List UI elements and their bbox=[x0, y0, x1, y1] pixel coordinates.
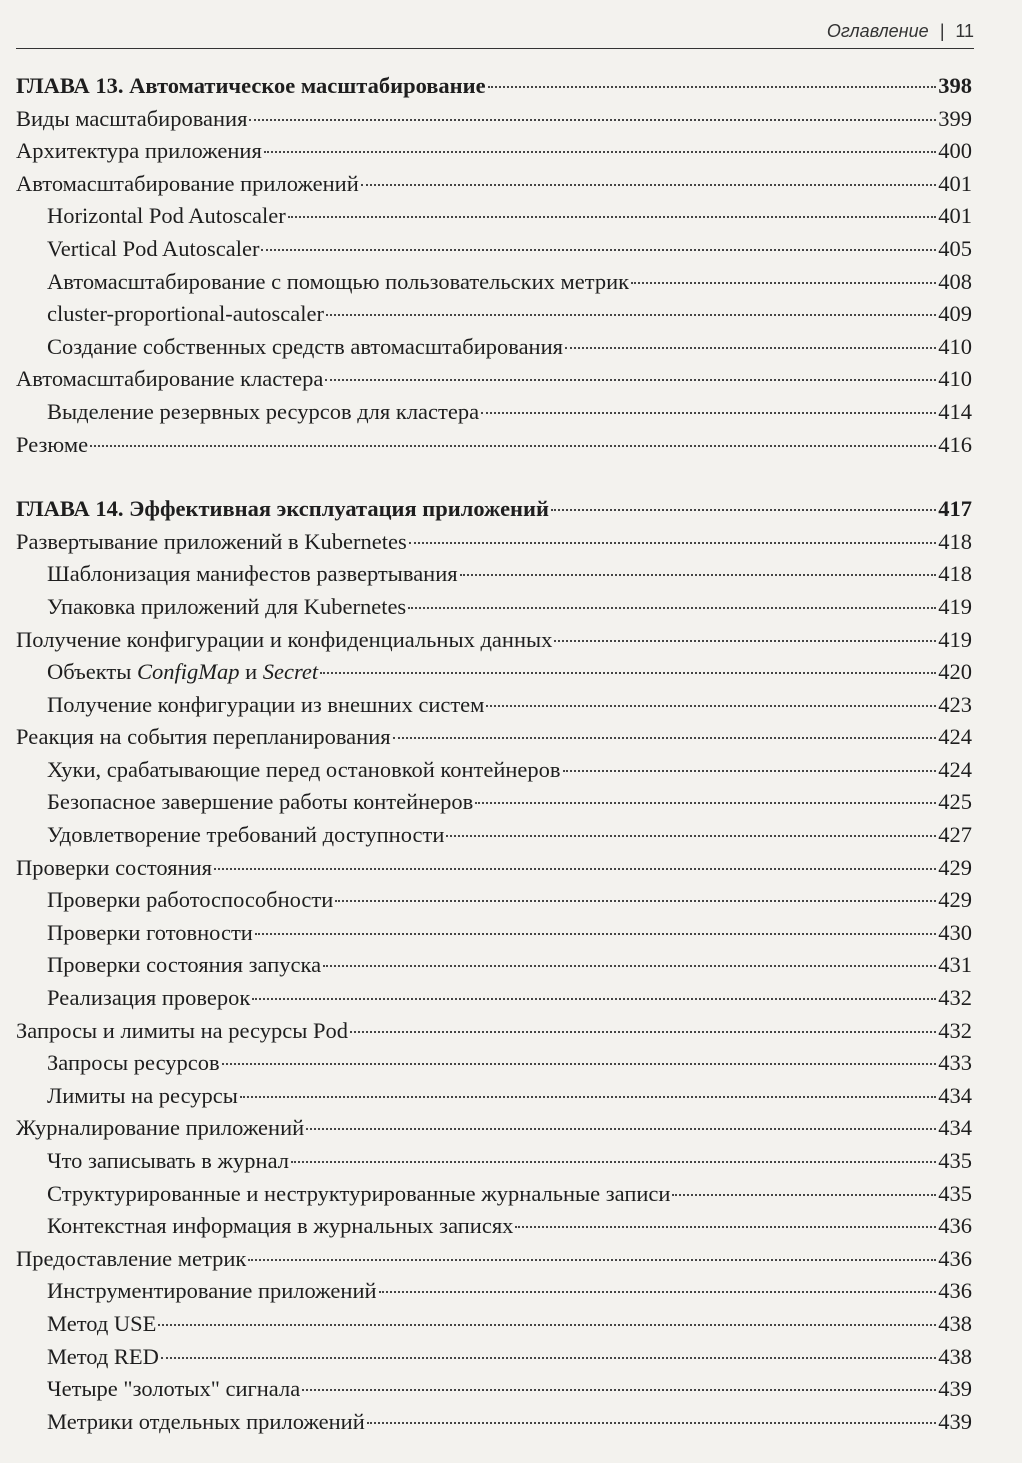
toc-subentry[interactable] bbox=[16, 1080, 972, 1113]
toc-entry-label: Резюме bbox=[16, 431, 89, 457]
toc-entry[interactable] bbox=[16, 103, 972, 136]
toc-subentry[interactable] bbox=[16, 917, 972, 950]
toc-entry-page: 430 bbox=[938, 919, 972, 945]
toc-entry-label: Создание собственных средств автомасштабирования bbox=[47, 333, 563, 359]
dot-leader bbox=[367, 1422, 937, 1424]
toc-entry-label: Хуки, срабатывающие перед остановкой контейнеров bbox=[47, 756, 561, 782]
toc-entry-label: Реализация проверок bbox=[47, 985, 251, 1011]
toc-entry[interactable] bbox=[16, 852, 972, 885]
dot-leader bbox=[554, 640, 936, 642]
dot-leader bbox=[90, 445, 936, 447]
toc-entry-page: 439 bbox=[938, 1408, 972, 1434]
toc-entry-page: 424 bbox=[938, 756, 972, 782]
toc-entry-label: Метрики отдельных приложений bbox=[47, 1408, 365, 1434]
toc-entry-page: 434 bbox=[938, 1082, 972, 1108]
dot-leader bbox=[481, 412, 936, 414]
toc-entry-page: 418 bbox=[938, 528, 972, 554]
dot-leader bbox=[326, 314, 936, 316]
toc-entry-label: ГЛАВА 13. Автоматическое масштабирование bbox=[16, 73, 486, 98]
toc-entry-label: Удовлетворение требований доступности bbox=[47, 822, 445, 848]
toc-entry-label bbox=[47, 656, 318, 689]
dot-leader bbox=[672, 1194, 936, 1196]
dot-leader bbox=[488, 86, 937, 88]
toc-entry-page: 400 bbox=[938, 138, 972, 164]
toc-subentry[interactable] bbox=[16, 1275, 972, 1308]
toc-entry-page: 409 bbox=[938, 301, 972, 327]
toc-subentry[interactable] bbox=[16, 1341, 972, 1374]
dot-leader bbox=[446, 835, 936, 837]
toc-entry-page: 410 bbox=[938, 366, 972, 392]
dot-leader bbox=[302, 1389, 936, 1391]
toc-chapter-14[interactable] bbox=[16, 493, 972, 526]
toc-entry-label: Выделение резервных ресурсов для кластера bbox=[47, 398, 480, 424]
toc-entry-page: 419 bbox=[938, 593, 972, 619]
toc-subentry[interactable] bbox=[16, 558, 972, 591]
dot-leader bbox=[408, 607, 936, 609]
toc-entry-page: 401 bbox=[938, 203, 972, 229]
toc-entry-label: Упаковка приложений для Kubernetes bbox=[47, 593, 407, 619]
dot-leader bbox=[288, 216, 937, 218]
toc-entry-page: 438 bbox=[938, 1343, 972, 1369]
dot-leader bbox=[460, 574, 937, 576]
toc-entry-page: 399 bbox=[938, 105, 972, 131]
toc-subentry[interactable] bbox=[16, 689, 972, 722]
toc-entry[interactable] bbox=[16, 1243, 972, 1276]
toc-entry-page: 432 bbox=[938, 985, 972, 1011]
toc-subentry[interactable] bbox=[16, 396, 972, 429]
toc-subentry[interactable] bbox=[16, 591, 972, 624]
toc-entry[interactable] bbox=[16, 168, 972, 201]
toc-entry-label: cluster-proportional-autoscaler bbox=[47, 301, 324, 327]
toc-entry-label: Horizontal Pod Autoscaler bbox=[47, 203, 286, 229]
toc-entry-label: Четыре "золотых" сигнала bbox=[47, 1376, 301, 1402]
toc-entry-label: Структурированные и неструктурированные журнальные записи bbox=[47, 1180, 671, 1206]
toc-entry-page: 417 bbox=[938, 496, 972, 522]
toc-entry-label: ГЛАВА 14. Эффективная эксплуатация приложений bbox=[16, 496, 549, 522]
dot-leader bbox=[393, 737, 937, 739]
dot-leader bbox=[475, 802, 936, 804]
label-term-configmap: ConfigMap bbox=[136, 659, 240, 685]
toc-entry-label: Безопасное завершение работы контейнеров bbox=[47, 789, 474, 815]
toc-entry[interactable] bbox=[16, 526, 972, 559]
toc-entry-label: Контекстная информация в журнальных записях bbox=[47, 1213, 514, 1239]
toc-entry-label: Инструментирование приложений bbox=[47, 1278, 377, 1304]
toc-entry-page: 416 bbox=[938, 431, 972, 457]
toc-subentry[interactable] bbox=[16, 949, 972, 982]
toc-subentry[interactable] bbox=[16, 1308, 972, 1341]
toc-entry-label: Проверки работоспособности bbox=[47, 887, 334, 913]
toc-entry-label: Метод RED bbox=[47, 1343, 159, 1369]
toc-entry-page: 424 bbox=[938, 724, 972, 750]
dot-leader bbox=[214, 868, 936, 870]
toc-entry-page: 420 bbox=[938, 659, 972, 685]
toc-entry-page: 436 bbox=[938, 1245, 972, 1271]
toc-subentry[interactable] bbox=[16, 200, 972, 233]
dot-leader bbox=[240, 1096, 936, 1098]
dot-leader bbox=[320, 672, 936, 674]
toc-entry-label: Получение конфигурации и конфиденциальных данных bbox=[16, 626, 553, 652]
toc-entry-label: Архитектура приложения bbox=[16, 138, 262, 164]
toc-entry-page: 429 bbox=[938, 887, 972, 913]
toc-entry-label: Получение конфигурации из внешних систем bbox=[47, 691, 485, 717]
toc-entry[interactable] bbox=[16, 363, 972, 396]
toc-entry[interactable] bbox=[16, 135, 972, 168]
toc-entry-page: 429 bbox=[938, 854, 972, 880]
dot-leader bbox=[515, 1226, 936, 1228]
dot-leader bbox=[409, 542, 937, 544]
header-separator: | bbox=[939, 21, 945, 41]
toc-entry-label: Виды масштабирования bbox=[16, 105, 248, 131]
toc-entry-page: 423 bbox=[938, 691, 972, 717]
toc-subentry[interactable] bbox=[16, 754, 972, 787]
dot-leader bbox=[361, 184, 936, 186]
dot-leader bbox=[255, 933, 936, 935]
dot-leader bbox=[551, 509, 936, 511]
toc-subentry[interactable] bbox=[16, 819, 972, 852]
toc-entry-page: 427 bbox=[938, 822, 972, 848]
toc-entry-label: Проверки состояния запуска bbox=[47, 952, 322, 978]
toc-entry[interactable] bbox=[16, 1015, 972, 1048]
dot-leader bbox=[306, 1128, 936, 1130]
toc-entry-page: 432 bbox=[938, 1017, 972, 1043]
toc-entry-page: 431 bbox=[938, 952, 972, 978]
label-conjunction: и bbox=[239, 659, 263, 685]
dot-leader bbox=[565, 347, 936, 349]
running-header bbox=[16, 14, 974, 49]
toc-subentry[interactable] bbox=[16, 298, 972, 331]
toc-entry[interactable] bbox=[16, 429, 972, 462]
dot-leader bbox=[161, 1357, 936, 1359]
toc-subentry[interactable] bbox=[16, 1145, 972, 1178]
toc-entry-page: 405 bbox=[938, 235, 972, 261]
toc-entry-page: 398 bbox=[938, 73, 972, 98]
toc-entry[interactable] bbox=[16, 721, 972, 754]
dot-leader bbox=[291, 1161, 936, 1163]
toc-entry-page: 418 bbox=[938, 561, 972, 587]
header-page-number: 11 bbox=[955, 21, 974, 41]
toc-subentry[interactable] bbox=[16, 1047, 972, 1080]
chapter-gap bbox=[16, 461, 972, 493]
dot-leader bbox=[264, 151, 936, 153]
toc-entry-page: 410 bbox=[938, 333, 972, 359]
toc-subentry[interactable] bbox=[16, 982, 972, 1015]
toc-entry[interactable] bbox=[16, 1112, 972, 1145]
toc-entry-label: Шаблонизация манифестов развертывания bbox=[47, 561, 458, 587]
dot-leader bbox=[323, 965, 936, 967]
toc-entry-label: Проверки готовности bbox=[47, 919, 253, 945]
toc-entry-label: Автомасштабирование с помощью пользовательских метрик bbox=[47, 268, 630, 294]
toc-entry-page: 414 bbox=[938, 398, 972, 424]
toc-entry-label: Запросы ресурсов bbox=[47, 1050, 220, 1076]
toc-entry-page: 419 bbox=[938, 626, 972, 652]
toc-entry-label: Автомасштабирование кластера bbox=[16, 366, 324, 392]
toc-entry-page: 439 bbox=[938, 1376, 972, 1402]
dot-leader bbox=[261, 249, 936, 251]
toc-entry[interactable] bbox=[16, 624, 972, 657]
toc-entry-page: 435 bbox=[938, 1180, 972, 1206]
dot-leader bbox=[325, 379, 936, 381]
toc-subentry[interactable] bbox=[16, 786, 972, 819]
label-prefix: Объекты bbox=[47, 659, 137, 685]
dot-leader bbox=[252, 998, 936, 1000]
toc-entry-label: Развертывание приложений в Kubernetes bbox=[16, 528, 407, 554]
toc-entry-label: Предоставление метрик bbox=[16, 1245, 247, 1271]
toc-subentry[interactable] bbox=[16, 1373, 972, 1406]
toc-subentry[interactable] bbox=[16, 233, 972, 266]
toc-subentry[interactable] bbox=[16, 331, 972, 364]
toc-entry-page: 433 bbox=[938, 1050, 972, 1076]
toc-subentry[interactable] bbox=[16, 1406, 972, 1439]
toc-entry-label: Запросы и лимиты на ресурсы Pod bbox=[16, 1017, 348, 1043]
toc-entry-page: 435 bbox=[938, 1148, 972, 1173]
toc-entry-page: 436 bbox=[938, 1278, 972, 1304]
dot-leader bbox=[486, 705, 936, 707]
dot-leader bbox=[631, 282, 936, 284]
dot-leader bbox=[158, 1324, 936, 1326]
toc-entry-label: Лимиты на ресурсы bbox=[47, 1082, 238, 1108]
toc-entry-page: 425 bbox=[938, 789, 972, 815]
toc-entry-page: 408 bbox=[938, 268, 972, 294]
dot-leader bbox=[248, 1259, 936, 1261]
toc-entry-label: Проверки состояния bbox=[16, 854, 212, 880]
header-section-title: Оглавление bbox=[826, 21, 929, 41]
label-term-secret: Secret bbox=[262, 659, 319, 685]
dot-leader bbox=[563, 770, 937, 772]
dot-leader bbox=[249, 119, 936, 121]
toc-entry-page: 401 bbox=[938, 170, 972, 196]
toc-subentry[interactable] bbox=[16, 1210, 972, 1243]
toc-entry-page: 434 bbox=[938, 1115, 972, 1141]
toc-chapter-13[interactable] bbox=[16, 70, 972, 103]
dot-leader bbox=[350, 1031, 936, 1033]
toc-subentry[interactable] bbox=[16, 266, 972, 299]
dot-leader bbox=[335, 900, 936, 902]
toc-entry-label: Реакция на события перепланирования bbox=[16, 724, 391, 750]
toc-entry-label: Vertical Pod Autoscaler bbox=[47, 235, 260, 261]
toc-entry-page: 438 bbox=[938, 1310, 972, 1336]
toc-entry-label: Метод USE bbox=[47, 1310, 157, 1336]
toc-entry-label: Что записывать в журнал bbox=[47, 1148, 289, 1173]
toc-entry-label: Автомасштабирование приложений bbox=[16, 170, 359, 196]
toc-subentry[interactable] bbox=[16, 656, 972, 689]
dot-leader bbox=[222, 1063, 937, 1065]
toc-entry-label: Журналирование приложений bbox=[16, 1115, 305, 1141]
toc-entry-page: 436 bbox=[938, 1213, 972, 1239]
dot-leader bbox=[379, 1291, 937, 1293]
table-of-contents bbox=[16, 70, 972, 1438]
toc-subentry[interactable] bbox=[16, 1178, 972, 1211]
toc-subentry[interactable] bbox=[16, 884, 972, 917]
